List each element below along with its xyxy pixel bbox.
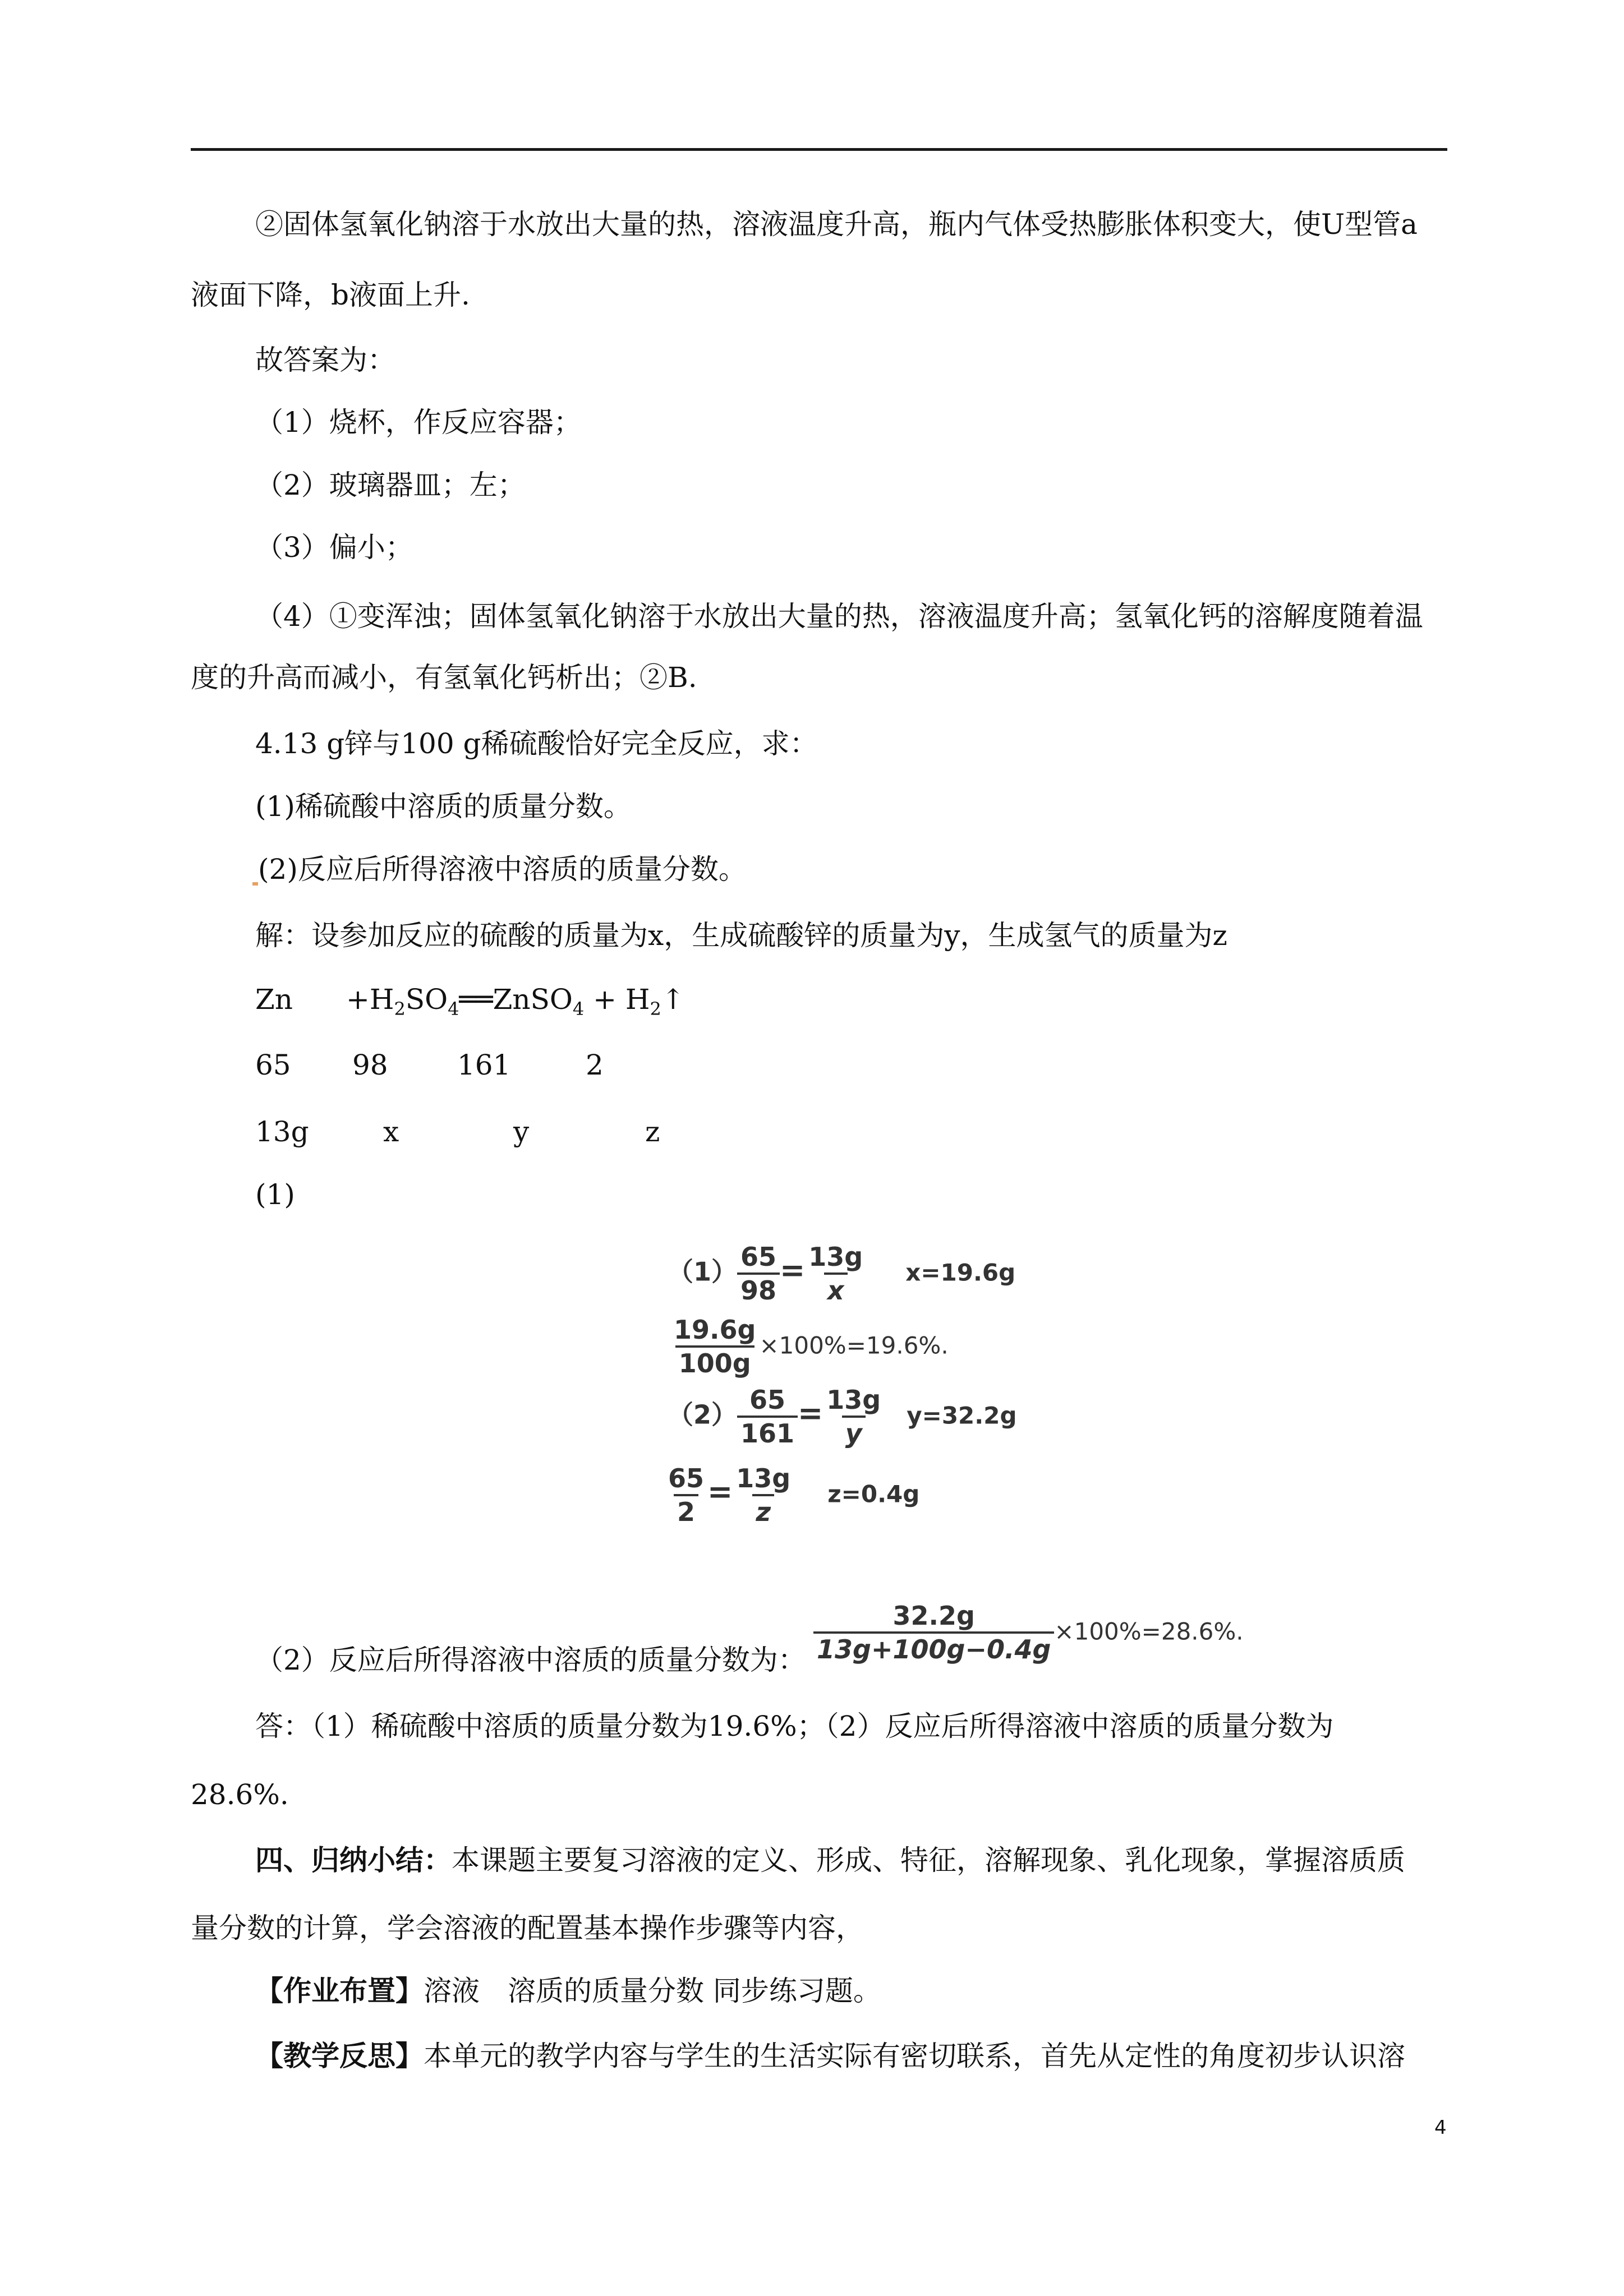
calc-result: y=32.2g	[907, 1401, 1017, 1430]
fraction	[733, 1464, 794, 1527]
text-line: （3）偏小；	[255, 531, 413, 564]
page-number: 4	[1434, 2117, 1447, 2139]
denominator: 161	[737, 1416, 798, 1448]
ratio-value: x	[383, 1115, 399, 1148]
eq-sub: 4	[572, 998, 585, 1020]
eq-zn: Zn	[255, 983, 293, 1016]
denominator: 13g+100g−0.4g	[813, 1631, 1054, 1664]
eq-sub: 4	[448, 998, 459, 1020]
question-part-1: (1)稀硫酸中溶质的质量分数。	[255, 790, 632, 823]
ratio-value: z	[645, 1115, 660, 1148]
numerator: 13g	[808, 1242, 863, 1272]
calc-result: z=0.4g	[827, 1480, 920, 1508]
fraction	[823, 1385, 884, 1448]
numerator: 65	[668, 1463, 705, 1493]
denominator: x	[824, 1273, 848, 1305]
ratio-value: 2	[586, 1049, 604, 1081]
summary-line	[255, 1843, 1405, 1877]
fraction	[737, 1242, 780, 1305]
header-rule	[191, 148, 1447, 151]
ratio-value: y	[513, 1115, 530, 1148]
eq-so: SO	[405, 983, 448, 1016]
eq-equals: ══	[459, 983, 493, 1016]
ratio-value: 65	[255, 1049, 291, 1081]
question-title: 4.13 g锌与100 g稀硫酸恰好完全反应，求：	[255, 727, 818, 760]
fraction	[665, 1464, 707, 1527]
part-1-label: (1)	[255, 1178, 295, 1211]
ratio-value: 13g	[255, 1115, 309, 1148]
numerator: 19.6g	[674, 1315, 756, 1345]
fraction	[670, 1315, 759, 1378]
text-line: ②固体氢氧化钠溶于水放出大量的热，溶液温度升高，瓶内气体受热膨胀体积变大，使U型管a	[255, 208, 1418, 241]
eq-znso: ZnSO	[493, 983, 573, 1016]
text-line: （1）烧杯，作反应容器；	[255, 406, 582, 439]
calc-row-5	[813, 1601, 1244, 1664]
reflection-text: 本单元的教学内容与学生的生活实际有密切联系，首先从定性的角度初步认识溶	[424, 2040, 1405, 2072]
numerator: 13g	[826, 1385, 881, 1415]
answer-line: 答：（1）稀硫酸中溶质的质量分数为19.6%；（2）反应后所得溶液中溶质的质量分数为	[255, 1710, 1334, 1742]
text-line: 故答案为：	[255, 344, 395, 376]
equals-sign: =	[780, 1252, 806, 1288]
numerator: 65	[740, 1242, 777, 1272]
denominator: 2	[674, 1494, 698, 1527]
eq-plus-h: +H	[346, 983, 394, 1016]
fraction	[813, 1601, 1054, 1664]
summary-line: 量分数的计算，学会溶液的配置基本操作步骤等内容，	[191, 1912, 864, 1944]
text-line: （4）①变浑浊；固体氢氧化钠溶于水放出大量的热，溶液温度升高；氢氧化钙的溶解度随着温	[255, 600, 1423, 633]
calc-row-1	[668, 1242, 1015, 1305]
answer-line: 28.6%.	[191, 1778, 289, 1811]
ratio-value: 98	[352, 1049, 388, 1081]
text-line: 液面下降，b液面上升.	[191, 279, 470, 311]
section-heading: 【作业布置】	[255, 1974, 424, 2007]
gas-arrow-icon: ↑	[661, 983, 685, 1016]
text-line: 度的升高而减小，有氢氧化钙析出；②B.	[191, 661, 697, 694]
calc-label: （1）	[668, 1256, 738, 1287]
part-2-prefix: （2）反应后所得溶液中溶质的质量分数为：	[255, 1644, 806, 1676]
calc-result: ×100%=28.6%.	[1054, 1617, 1244, 1645]
calc-result: ×100%=19.6%.	[759, 1331, 949, 1359]
fraction	[805, 1242, 866, 1305]
text-line: （2）玻璃器皿；左；	[255, 469, 526, 501]
annotation-mark	[252, 882, 258, 886]
denominator: z	[752, 1494, 774, 1527]
solution-intro: 解：设参加反应的硫酸的质量为x，生成硫酸锌的质量为y，生成氢气的质量为z	[255, 919, 1227, 952]
section-heading: 四、归纳小结：	[255, 1843, 452, 1877]
numerator: 13g	[736, 1463, 791, 1493]
calc-row-4	[665, 1464, 919, 1527]
eq-sub: 2	[394, 998, 406, 1020]
section-heading: 【教学反思】	[255, 2039, 424, 2072]
fraction	[737, 1385, 798, 1448]
eq-sub: 2	[650, 998, 661, 1020]
denominator: 100g	[675, 1345, 755, 1378]
numerator: 65	[749, 1385, 786, 1415]
reflection-line	[255, 2039, 1405, 2073]
denominator: 98	[737, 1273, 780, 1305]
ratio-value: 161	[457, 1049, 511, 1081]
calc-result: x=19.6g	[905, 1258, 1016, 1287]
equals-sign: =	[707, 1474, 733, 1510]
calc-row-3	[668, 1385, 1017, 1448]
calc-row-2	[670, 1315, 949, 1378]
calc-label: （2）	[668, 1399, 738, 1430]
homework-text: 溶液 溶质的质量分数 同步练习题。	[424, 1975, 881, 2007]
equals-sign: =	[798, 1395, 823, 1431]
summary-text: 本课题主要复习溶液的定义、形成、特征，溶解现象、乳化现象，掌握溶质质	[452, 1844, 1405, 1877]
eq-plus-h2: + H	[584, 983, 650, 1016]
denominator: y	[842, 1416, 866, 1448]
chemical-equation	[255, 983, 685, 1026]
numerator: 32.2g	[892, 1601, 975, 1631]
question-part-2: (2)反应后所得溶液中溶质的质量分数。	[258, 853, 747, 886]
homework-line	[255, 1974, 881, 2008]
